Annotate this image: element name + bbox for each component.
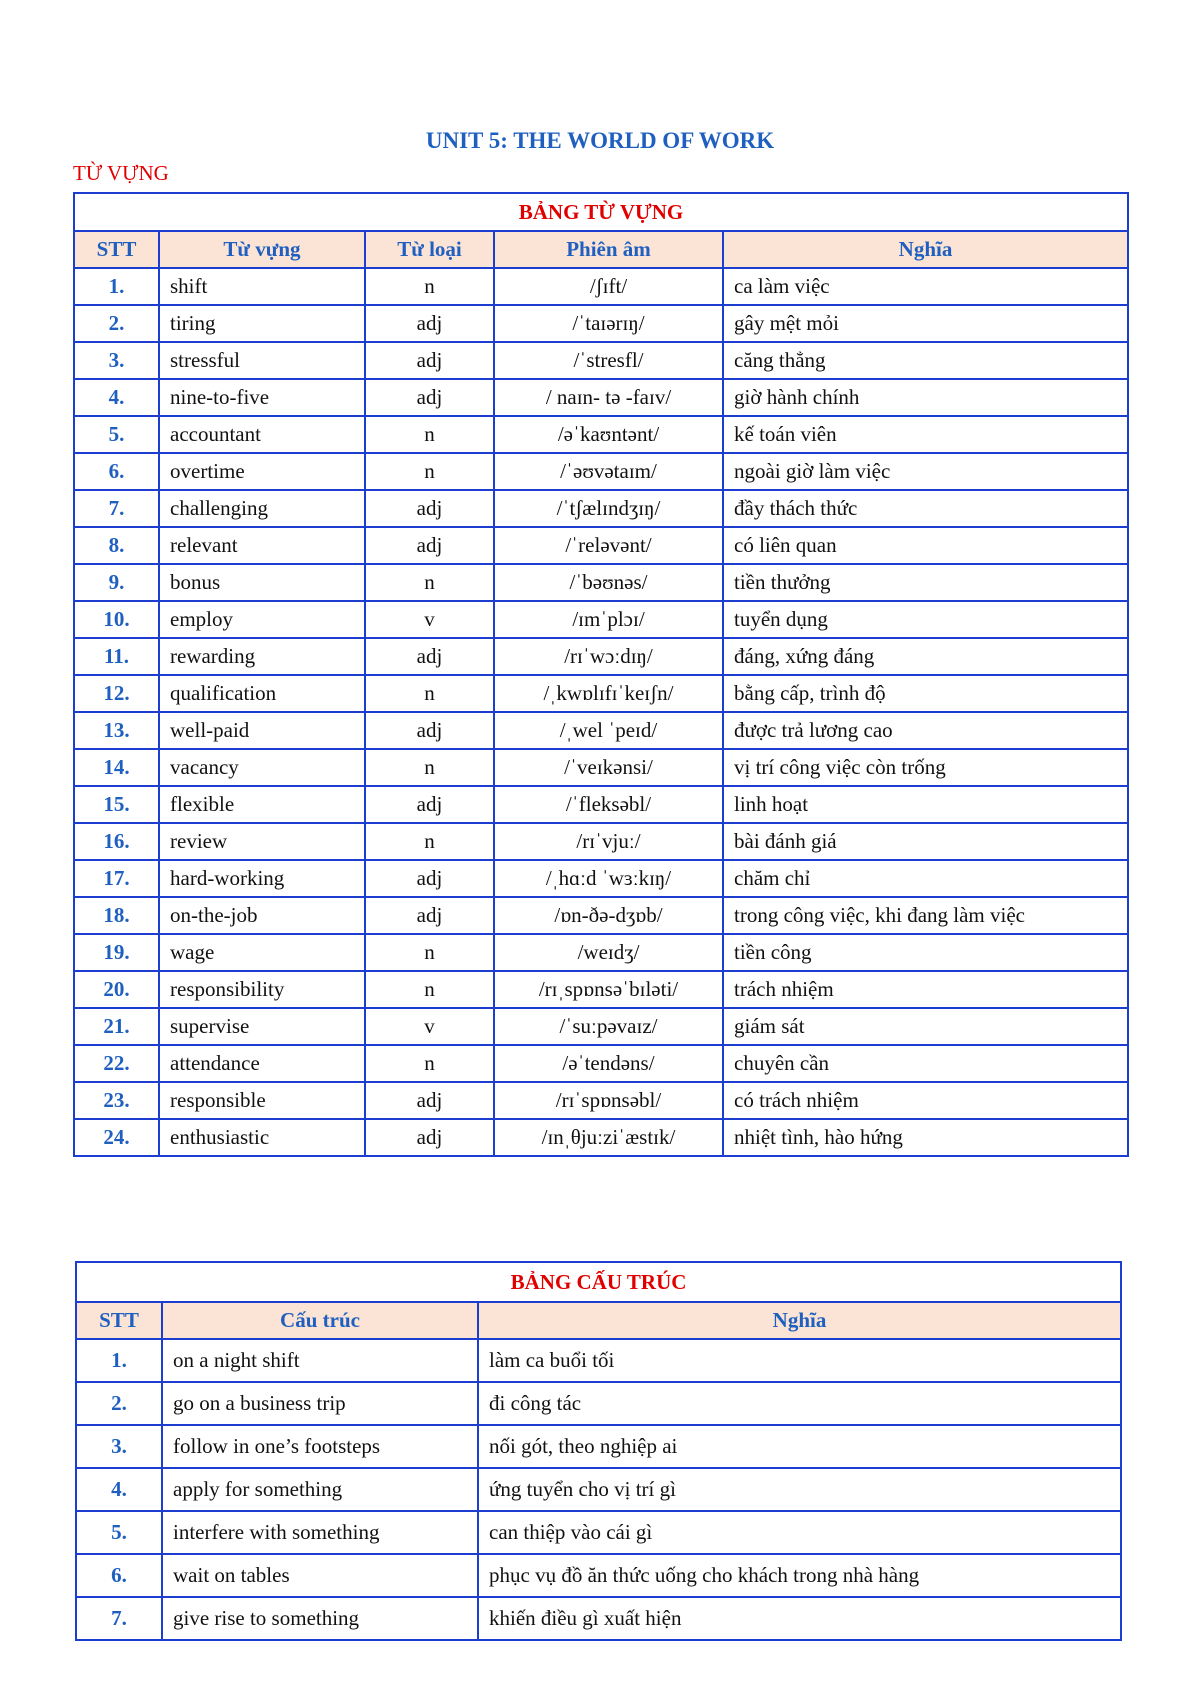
word-type: n (365, 971, 494, 1008)
word: wage (159, 934, 365, 971)
table-row (74, 601, 1128, 638)
word-type: n (365, 416, 494, 453)
word: tiring (159, 305, 365, 342)
meaning: phục vụ đồ ăn thức uống cho khách trong nhà hàng (478, 1554, 1121, 1597)
word-type: n (365, 934, 494, 971)
table-row (76, 1339, 1121, 1382)
word: enthusiastic (159, 1119, 365, 1156)
row-number: 17. (74, 860, 159, 897)
table-row (76, 1554, 1121, 1597)
meaning: linh hoạt (723, 786, 1128, 823)
header-ipa: Phiên âm (494, 231, 723, 268)
meaning: đi công tác (478, 1382, 1121, 1425)
meaning: có liên quan (723, 527, 1128, 564)
table-row (74, 971, 1128, 1008)
word: relevant (159, 527, 365, 564)
section-heading: TỪ VỰNG (73, 161, 169, 185)
word: hard-working (159, 860, 365, 897)
header-word: Từ vựng (159, 231, 365, 268)
word-type: n (365, 453, 494, 490)
structure: give rise to something (162, 1597, 478, 1640)
row-number: 14. (74, 749, 159, 786)
row-number: 12. (74, 675, 159, 712)
word-type: v (365, 601, 494, 638)
structure-table-caption: BẢNG CẤU TRÚC (76, 1262, 1121, 1302)
row-number: 13. (74, 712, 159, 749)
table-row (74, 1045, 1128, 1082)
word: review (159, 823, 365, 860)
phonetic: /ʃɪft/ (494, 268, 723, 305)
header-stt: STT (74, 231, 159, 268)
table-row (74, 860, 1128, 897)
meaning: đầy thách thức (723, 490, 1128, 527)
row-number: 7. (74, 490, 159, 527)
word: qualification (159, 675, 365, 712)
word: shift (159, 268, 365, 305)
row-number: 5. (76, 1511, 162, 1554)
table-row (74, 712, 1128, 749)
meaning: làm ca buổi tối (478, 1339, 1121, 1382)
page-title: UNIT 5: THE WORLD OF WORK (425, 128, 775, 153)
row-number: 5. (74, 416, 159, 453)
row-number: 16. (74, 823, 159, 860)
phonetic: /əˈtendəns/ (494, 1045, 723, 1082)
table-row (74, 564, 1128, 601)
table-row (74, 823, 1128, 860)
phonetic: /weɪdʒ/ (494, 934, 723, 971)
word-type: v (365, 1008, 494, 1045)
word: responsible (159, 1082, 365, 1119)
word: employ (159, 601, 365, 638)
header-structure: Cấu trúc (162, 1302, 478, 1339)
word: supervise (159, 1008, 365, 1045)
word: responsibility (159, 971, 365, 1008)
table-row (74, 268, 1128, 305)
structure: wait on tables (162, 1554, 478, 1597)
meaning: tuyển dụng (723, 601, 1128, 638)
row-number: 15. (74, 786, 159, 823)
word-type: adj (365, 342, 494, 379)
word: challenging (159, 490, 365, 527)
word: on-the-job (159, 897, 365, 934)
row-number: 1. (74, 268, 159, 305)
phonetic: /əˈkaʊntənt/ (494, 416, 723, 453)
row-number: 22. (74, 1045, 159, 1082)
table-row (74, 1008, 1128, 1045)
phonetic: /ˌkwɒlɪfɪˈkeɪʃn/ (494, 675, 723, 712)
table-row (74, 342, 1128, 379)
meaning: được trả lương cao (723, 712, 1128, 749)
meaning: ứng tuyển cho vị trí gì (478, 1468, 1121, 1511)
phonetic: /ɪnˌθjuːziˈæstɪk/ (494, 1119, 723, 1156)
word: rewarding (159, 638, 365, 675)
table-row (74, 379, 1128, 416)
row-number: 10. (74, 601, 159, 638)
table-row (74, 897, 1128, 934)
row-number: 7. (76, 1597, 162, 1640)
table-row (76, 1597, 1121, 1640)
word: bonus (159, 564, 365, 601)
table-row (74, 527, 1128, 564)
word-type: adj (365, 897, 494, 934)
meaning: chuyên cần (723, 1045, 1128, 1082)
phonetic: /rɪˈspɒnsəbl/ (494, 1082, 723, 1119)
word-type: adj (365, 1082, 494, 1119)
row-number: 23. (74, 1082, 159, 1119)
phonetic: /ˈtaɪərɪŋ/ (494, 305, 723, 342)
row-number: 19. (74, 934, 159, 971)
meaning: giờ hành chính (723, 379, 1128, 416)
phonetic: /ˈsuːpəvaɪz/ (494, 1008, 723, 1045)
table-row (74, 1119, 1128, 1156)
row-number: 2. (74, 305, 159, 342)
table-row (76, 1382, 1121, 1425)
meaning: trong công việc, khi đang làm việc (723, 897, 1128, 934)
row-number: 18. (74, 897, 159, 934)
phonetic: /ˈreləvənt/ (494, 527, 723, 564)
structure: follow in one’s footsteps (162, 1425, 478, 1468)
meaning: kế toán viên (723, 416, 1128, 453)
table-row (74, 305, 1128, 342)
word-type: adj (365, 379, 494, 416)
word-type: n (365, 749, 494, 786)
structure: on a night shift (162, 1339, 478, 1382)
word: accountant (159, 416, 365, 453)
word-type: adj (365, 527, 494, 564)
meaning: bằng cấp, trình độ (723, 675, 1128, 712)
header-stt: STT (76, 1302, 162, 1339)
structure: interfere with something (162, 1511, 478, 1554)
word: nine-to-five (159, 379, 365, 416)
row-number: 2. (76, 1382, 162, 1425)
header-type: Từ loại (365, 231, 494, 268)
row-number: 9. (74, 564, 159, 601)
row-number: 21. (74, 1008, 159, 1045)
structure: go on a business trip (162, 1382, 478, 1425)
table-row (74, 490, 1128, 527)
phonetic: /rɪˌspɒnsəˈbɪləti/ (494, 971, 723, 1008)
row-number: 6. (76, 1554, 162, 1597)
table-row (74, 453, 1128, 490)
table-row (74, 1082, 1128, 1119)
phonetic: /ˈveɪkənsi/ (494, 749, 723, 786)
word-type: n (365, 675, 494, 712)
meaning: ngoài giờ làm việc (723, 453, 1128, 490)
meaning: tiền thưởng (723, 564, 1128, 601)
phonetic: /ˌhɑːd ˈwɜːkɪŋ/ (494, 860, 723, 897)
meaning: căng thẳng (723, 342, 1128, 379)
meaning: ca làm việc (723, 268, 1128, 305)
phonetic: /ˈstresfl/ (494, 342, 723, 379)
word: vacancy (159, 749, 365, 786)
vocabulary-table-header (74, 231, 1128, 268)
table-row (74, 675, 1128, 712)
meaning: bài đánh giá (723, 823, 1128, 860)
word-type: adj (365, 305, 494, 342)
word: stressful (159, 342, 365, 379)
row-number: 3. (74, 342, 159, 379)
phonetic: /ɪmˈplɔɪ/ (494, 601, 723, 638)
structure-table (75, 1261, 1122, 1641)
phonetic: /ˈtʃælɪndʒɪŋ/ (494, 490, 723, 527)
table-row (74, 934, 1128, 971)
phonetic: /ˈfleksəbl/ (494, 786, 723, 823)
meaning: can thiệp vào cái gì (478, 1511, 1121, 1554)
phonetic: /rɪˈvjuː/ (494, 823, 723, 860)
word-type: adj (365, 490, 494, 527)
meaning: có trách nhiệm (723, 1082, 1128, 1119)
phonetic: /ˈbəʊnəs/ (494, 564, 723, 601)
word: well-paid (159, 712, 365, 749)
word: flexible (159, 786, 365, 823)
table-row (74, 786, 1128, 823)
row-number: 4. (74, 379, 159, 416)
meaning: vị trí công việc còn trống (723, 749, 1128, 786)
phonetic: /ˈəʊvətaɪm/ (494, 453, 723, 490)
structure-table-header (76, 1302, 1121, 1339)
word-type: n (365, 1045, 494, 1082)
word-type: adj (365, 712, 494, 749)
meaning: tiền công (723, 934, 1128, 971)
table-row (76, 1425, 1121, 1468)
header-meaning: Nghĩa (723, 231, 1128, 268)
table-row (76, 1511, 1121, 1554)
meaning: giám sát (723, 1008, 1128, 1045)
meaning: đáng, xứng đáng (723, 638, 1128, 675)
word: attendance (159, 1045, 365, 1082)
word-type: adj (365, 1119, 494, 1156)
meaning: chăm chỉ (723, 860, 1128, 897)
row-number: 1. (76, 1339, 162, 1382)
phonetic: / naɪn- tə -faɪv/ (494, 379, 723, 416)
word-type: n (365, 268, 494, 305)
phonetic: /ˌwel ˈpeɪd/ (494, 712, 723, 749)
word: overtime (159, 453, 365, 490)
table-row (74, 638, 1128, 675)
table-row (76, 1468, 1121, 1511)
row-number: 20. (74, 971, 159, 1008)
row-number: 8. (74, 527, 159, 564)
vocabulary-table (73, 192, 1129, 1157)
word-type: adj (365, 786, 494, 823)
row-number: 11. (74, 638, 159, 675)
structure: apply for something (162, 1468, 478, 1511)
meaning: gây mệt mỏi (723, 305, 1128, 342)
row-number: 4. (76, 1468, 162, 1511)
meaning: trách nhiệm (723, 971, 1128, 1008)
row-number: 24. (74, 1119, 159, 1156)
row-number: 3. (76, 1425, 162, 1468)
row-number: 6. (74, 453, 159, 490)
meaning: nhiệt tình, hào hứng (723, 1119, 1128, 1156)
table-row (74, 416, 1128, 453)
vocabulary-table-caption: BẢNG TỪ VỰNG (74, 193, 1128, 231)
phonetic: /rɪˈwɔːdɪŋ/ (494, 638, 723, 675)
word-type: n (365, 564, 494, 601)
word-type: adj (365, 860, 494, 897)
word-type: n (365, 823, 494, 860)
meaning: khiến điều gì xuất hiện (478, 1597, 1121, 1640)
meaning: nối gót, theo nghiệp ai (478, 1425, 1121, 1468)
phonetic: /ɒn-ðə-dʒɒb/ (494, 897, 723, 934)
word-type: adj (365, 638, 494, 675)
table-row (74, 749, 1128, 786)
header-meaning: Nghĩa (478, 1302, 1121, 1339)
